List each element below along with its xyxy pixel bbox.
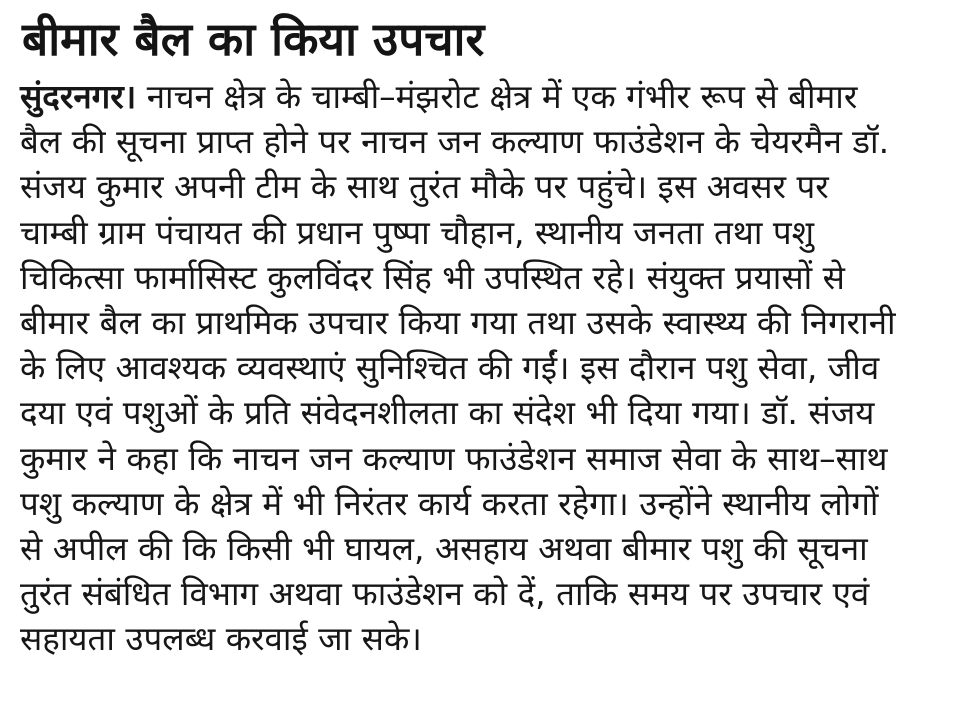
article-line: संजय कुमार अपनी टीम के साथ तुरंत मौके पर पहुंचे। इस अवसर पर (20, 167, 829, 207)
article-line: चिकित्सा फार्मासिस्ट कुलविंदर सिंह भी उपस्थित रहे। संयुक्त प्रयासों से (20, 257, 845, 297)
article-line: चाम्बी ग्राम पंचायत की प्रधान पुष्पा चौहान, स्थानीय जनता तथा पशु (20, 212, 815, 252)
article-line: दया एवं पशुओं के प्रति संवेदनशीलता का संदेश भी दिया गया। डॉ. संजय (20, 393, 875, 433)
article-line-text: नाचन क्षेत्र के चाम्बी–मंझरोट क्षेत्र में एक गंभीर रूप से बीमार (136, 77, 858, 116)
article-line: से अपील की कि किसी भी घायल, असहाय अथवा बीमार पशु की सूचना (20, 528, 868, 568)
article-line: कुमार ने कहा कि नाचन जन कल्याण फाउंडेशन समाज सेवा के साथ–साथ (20, 438, 888, 478)
article-line: पशु कल्याण के क्षेत्र में भी निरंतर कार्य करता रहेगा। उन्होंने स्थानीय लोगों (20, 483, 879, 523)
article-line: तुरंत संबंधित विभाग अथवा फाउंडेशन को दें, ताकि समय पर उपचार एवं (20, 574, 870, 614)
dateline: सुंदरनगर। (20, 77, 137, 116)
article-body (20, 74, 945, 661)
article-line: बैल की सूचना प्राप्त होने पर नाचन जन कल्याण फाउंडेशन के चेयरमैन डॉ. (20, 122, 890, 162)
headline: बीमार बैल का किया उपचार (22, 12, 485, 66)
article-line: के लिए आवश्यक व्यवस्थाएं सुनिश्चित की गईं। इस दौरान पशु सेवा, जीव (20, 348, 880, 388)
article-line: बीमार बैल का प्राथमिक उपचार किया गया तथा उसके स्वास्थ्य की निगरानी (20, 302, 896, 342)
article-line: सहायता उपलब्ध करवाई जा सके। (20, 619, 422, 659)
article-line (20, 74, 945, 119)
